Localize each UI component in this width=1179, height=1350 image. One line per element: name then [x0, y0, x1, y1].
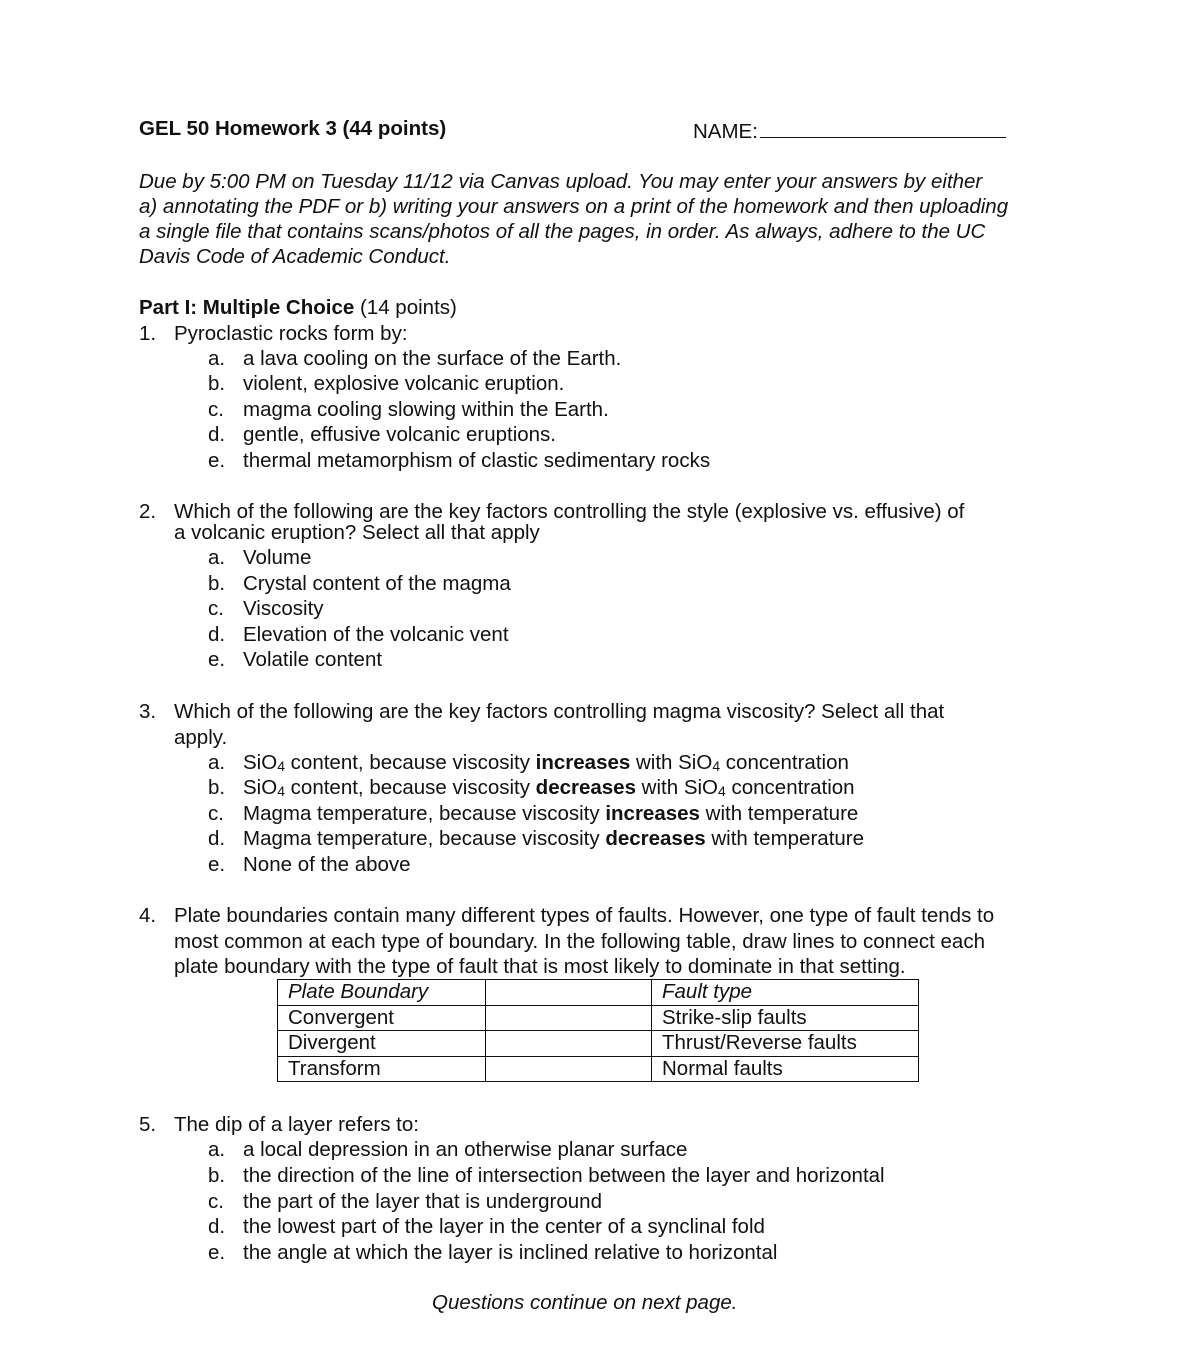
- option-letter: b.: [208, 776, 226, 799]
- emphasis: increases: [535, 751, 631, 774]
- name-blank-line: [760, 117, 1006, 138]
- option-letter: b.: [208, 1164, 226, 1187]
- option-text: Viscosity: [243, 597, 324, 620]
- table-cell-blank[interactable]: [486, 1056, 652, 1082]
- option-text: the direction of the line of intersection between the layer and horizontal: [243, 1164, 885, 1187]
- table-header-cell: Plate Boundary: [278, 980, 486, 1006]
- option-letter: d.: [208, 827, 226, 850]
- option-text: Volatile content: [243, 648, 383, 671]
- question-text: Plate boundaries contain many different types of faults. However, one type of fault tends to: [174, 904, 995, 927]
- option-text: magma cooling slowing within the Earth.: [243, 398, 609, 421]
- option-text-part: Magma temperature, because viscosity: [243, 802, 606, 825]
- table-cell-blank[interactable]: [486, 1031, 652, 1057]
- option-text-part: with temperature: [699, 802, 859, 825]
- table-header-row: [278, 980, 919, 1006]
- question-number: 3.: [139, 700, 157, 723]
- subscript: 4: [712, 758, 721, 774]
- option-text-part: concentration: [720, 751, 849, 774]
- option-letter: a.: [208, 347, 226, 370]
- instructions-line: Davis Code of Academic Conduct.: [139, 245, 451, 268]
- option-text: Volume: [243, 546, 312, 569]
- question-text: The dip of a layer refers to:: [174, 1113, 419, 1136]
- option-letter: d.: [208, 1215, 226, 1238]
- question-number: 2.: [139, 500, 157, 523]
- option-text: [243, 776, 855, 800]
- table-row: [278, 1005, 919, 1031]
- subscript: 4: [277, 758, 285, 774]
- option-text-part: with SiO: [630, 751, 713, 774]
- option-letter: a.: [208, 751, 226, 774]
- question-number: 4.: [139, 904, 157, 927]
- option-text: a local depression in an otherwise planar surface: [243, 1138, 688, 1161]
- question-text: most common at each type of boundary. In the following table, draw lines to connect each: [174, 930, 985, 953]
- table-cell: Thrust/Reverse faults: [652, 1031, 919, 1057]
- table-cell: Normal faults: [652, 1056, 919, 1082]
- option-letter: a.: [208, 1138, 226, 1161]
- option-text: thermal metamorphism of clastic sedimentary rocks: [243, 449, 711, 472]
- option-text: Elevation of the volcanic vent: [243, 623, 509, 646]
- instructions: [139, 169, 1059, 269]
- subscript: 4: [718, 783, 726, 799]
- option-text-part: with SiO: [635, 776, 719, 799]
- table-row: [278, 1056, 919, 1082]
- table-header-cell: [486, 980, 652, 1006]
- option-text: Crystal content of the magma: [243, 572, 511, 595]
- instructions-line: Due by 5:00 PM on Tuesday 11/12 via Canvas upload. You may enter your answers by either: [139, 170, 983, 193]
- question-text: plate boundary with the type of fault that is most likely to dominate in that setting.: [174, 955, 906, 978]
- option-text-part: with temperature: [705, 827, 865, 850]
- name-field: [693, 117, 1006, 144]
- option-text-part: concentration: [725, 776, 855, 799]
- option-letter: e.: [208, 1241, 226, 1264]
- option-text: the lowest part of the layer in the center of a synclinal fold: [243, 1215, 765, 1238]
- table-row: [278, 1031, 919, 1057]
- option-text: the angle at which the layer is inclined relative to horizontal: [243, 1241, 778, 1264]
- option-letter: b.: [208, 372, 226, 395]
- option-letter: b.: [208, 572, 226, 595]
- question-text: apply.: [174, 726, 228, 749]
- option-text-part: SiO: [243, 776, 278, 799]
- question-text: Which of the following are the key factors controlling the style (explosive vs. effusive) of: [174, 500, 965, 523]
- name-label: NAME:: [693, 120, 758, 143]
- option-letter: d.: [208, 423, 226, 446]
- emphasis: decreases: [605, 827, 706, 850]
- option-letter: e.: [208, 853, 226, 876]
- plate-boundary-table: [277, 979, 919, 1082]
- question-text: Pyroclastic rocks form by:: [174, 322, 408, 345]
- question-number: 1.: [139, 322, 157, 345]
- part-title: Part I: Multiple Choice: [139, 296, 355, 319]
- option-text: [243, 827, 864, 851]
- continuation-note: Questions continue on next page.: [432, 1291, 738, 1314]
- table-cell: Strike-slip faults: [652, 1005, 919, 1031]
- subscript: 4: [277, 783, 285, 799]
- option-text: None of the above: [243, 853, 411, 876]
- option-letter: a.: [208, 546, 226, 569]
- table-header-cell: Fault type: [652, 980, 919, 1006]
- option-text: violent, explosive volcanic eruption.: [243, 372, 565, 395]
- option-text-part: SiO: [243, 751, 278, 774]
- part-heading: [139, 296, 457, 320]
- option-letter: e.: [208, 648, 226, 671]
- option-letter: d.: [208, 623, 226, 646]
- option-text: [243, 751, 849, 775]
- option-letter: c.: [208, 802, 224, 825]
- document-title: GEL 50 Homework 3 (44 points): [139, 117, 447, 140]
- option-text: [243, 802, 858, 826]
- option-letter: e.: [208, 449, 226, 472]
- table-cell-blank[interactable]: [486, 1005, 652, 1031]
- option-text-part: content, because viscosity: [284, 751, 536, 774]
- instructions-line: a) annotating the PDF or b) writing your answers on a print of the homework and then uploading: [139, 195, 1009, 218]
- option-text: the part of the layer that is underground: [243, 1190, 602, 1213]
- option-text-part: Magma temperature, because viscosity: [243, 827, 606, 850]
- table-cell: Transform: [278, 1056, 486, 1082]
- option-text-part: content, because viscosity: [284, 776, 536, 799]
- table-cell: Convergent: [278, 1005, 486, 1031]
- question-number: 5.: [139, 1113, 157, 1136]
- question-text: a volcanic eruption? Select all that apply: [174, 521, 540, 544]
- option-letter: c.: [208, 398, 224, 421]
- emphasis: decreases: [535, 776, 636, 799]
- option-text: a lava cooling on the surface of the Earth.: [243, 347, 622, 370]
- table-cell: Divergent: [278, 1031, 486, 1057]
- option-letter: c.: [208, 597, 224, 620]
- emphasis: increases: [605, 802, 700, 825]
- option-text: gentle, effusive volcanic eruptions.: [243, 423, 557, 446]
- instructions-line: a single file that contains scans/photos of all the pages, in order. As always, adhere to the UC: [139, 220, 986, 243]
- question-text: Which of the following are the key factors controlling magma viscosity? Select all that: [174, 700, 945, 723]
- part-points: (14 points): [359, 296, 457, 319]
- option-letter: c.: [208, 1190, 224, 1213]
